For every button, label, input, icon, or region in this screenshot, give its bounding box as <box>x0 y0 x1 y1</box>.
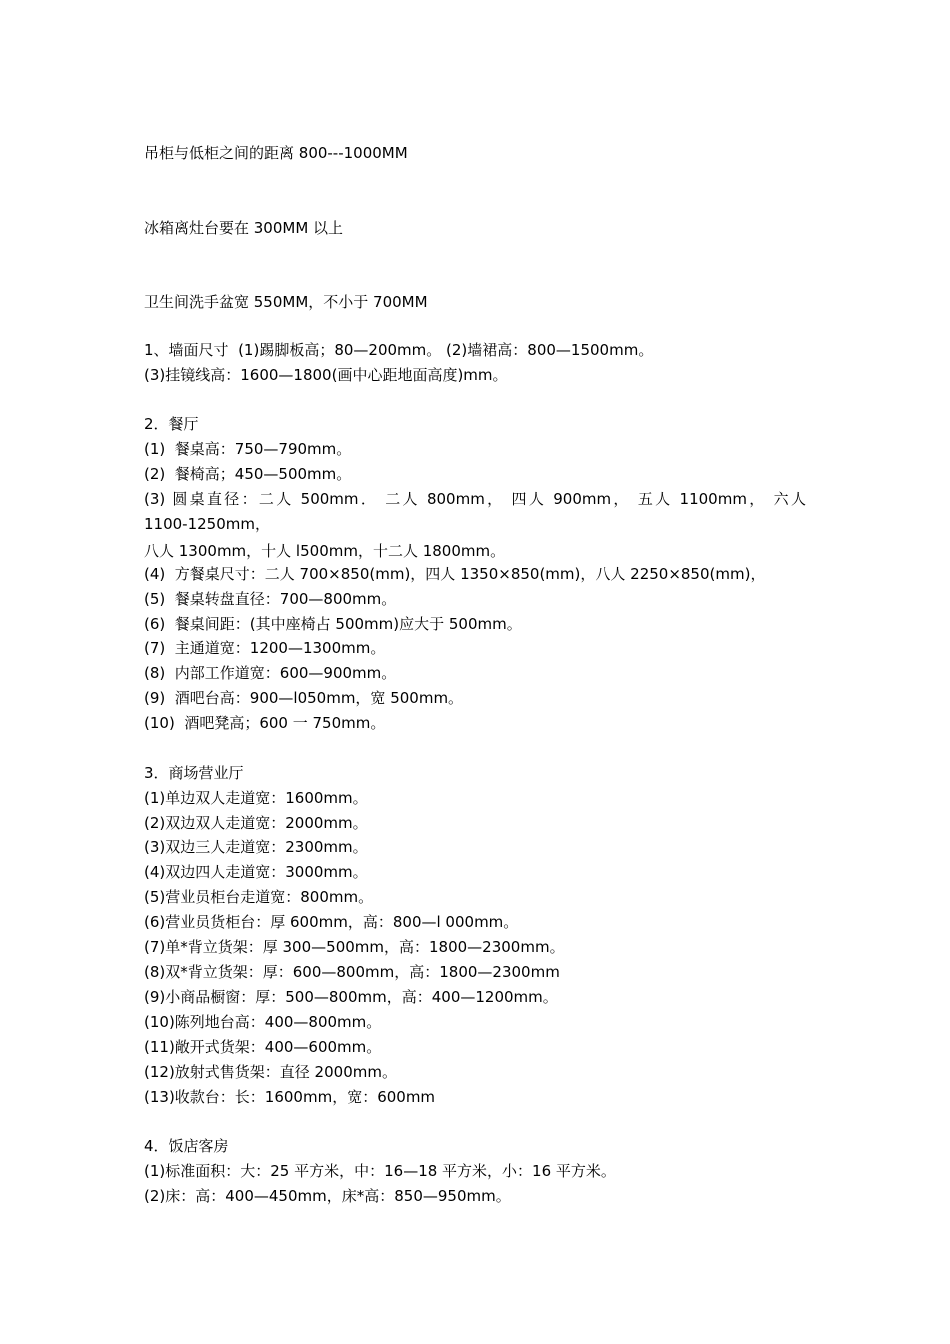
section-heading-dining: 2．餐厅 <box>144 415 199 433</box>
list-item: (1)单边双人走道宽：1600mm。 <box>144 789 368 807</box>
list-item-continuation: 八人 1300mm，十人 l500mm，十二人 1800mm。 <box>144 542 506 560</box>
list-item: (2)床：高：400—450mm，床*高：850—950mm。 <box>144 1187 511 1205</box>
list-item: (4)双边四人走道宽：3000mm。 <box>144 863 368 881</box>
text-line: (3)挂镜线高：1600—1800(画中心距地面高度)mm。 <box>144 366 508 384</box>
list-item: (6)营业员货柜台：厚 600mm，高：800—l 000mm。 <box>144 913 519 931</box>
list-item: (12)放射式售货架：直径 2000mm。 <box>144 1063 397 1081</box>
list-item: (4) 方餐桌尺寸：二人 700×850(mm)，四人 1350×850(mm)，八人 2250×850(mm)， <box>144 565 766 583</box>
list-item: (5)营业员柜台走道宽：800mm。 <box>144 888 374 906</box>
text-line-cabinet-distance: 吊柜与低柜之间的距离 800---1000MM <box>144 144 408 162</box>
section-heading-hotel: 4．饭店客房 <box>144 1137 229 1155</box>
list-item: (13)收款台：长：1600mm，宽：600mm <box>144 1088 436 1106</box>
list-item: (1)标准面积：大：25 平方米，中：16—18 平方米，小：16 平方米。 <box>144 1162 616 1180</box>
text-line-washbasin-width: 卫生间洗手盆宽 550MM，不小于 700MM <box>144 293 428 311</box>
list-item: (1) 餐桌高：750—790mm。 <box>144 440 352 458</box>
section-heading-wall: 1、墙面尺寸 (1)踢脚板高；80—200mm。 (2)墙裙高：800—1500mm。 <box>144 341 654 359</box>
text-line-fridge-distance: 冰箱离灶台要在 300MM 以上 <box>144 219 344 237</box>
list-item: (7) 主通道宽：1200—1300mm。 <box>144 639 386 657</box>
list-item: (9) 酒吧台高：900—l050mm，宽 500mm。 <box>144 689 464 707</box>
list-item: (3) 圆桌直径：二人 500mm． 二人 800mm， 四人 900mm， 五人 1100mm， 六人 <box>144 490 806 508</box>
list-item: (2)双边双人走道宽：2000mm。 <box>144 814 368 832</box>
list-item: (11)敞开式货架：400—600mm。 <box>144 1038 382 1056</box>
list-item: (3)双边三人走道宽：2300mm。 <box>144 838 368 856</box>
list-item-continuation: 1100-1250mm， <box>144 515 270 533</box>
list-item: (6) 餐桌间距：(其中座椅占 500mm)应大于 500mm。 <box>144 615 522 633</box>
list-item: (9)小商品橱窗：厚：500—800mm，高：400—1200mm。 <box>144 988 558 1006</box>
list-item: (10)陈列地台高：400—800mm。 <box>144 1013 382 1031</box>
list-item: (2) 餐椅高；450—500mm。 <box>144 465 352 483</box>
list-item: (8)双*背立货架：厚：600—800mm，高：1800—2300mm <box>144 963 560 981</box>
section-heading-mall: 3．商场营业厅 <box>144 764 244 782</box>
list-item: (8) 内部工作道宽：600—900mm。 <box>144 664 397 682</box>
list-item: (7)单*背立货架：厚 300—500mm，高：1800—2300mm。 <box>144 938 565 956</box>
list-item: (10) 酒吧凳高；600 一 750mm。 <box>144 714 386 732</box>
list-item: (5) 餐桌转盘直径：700—800mm。 <box>144 590 397 608</box>
